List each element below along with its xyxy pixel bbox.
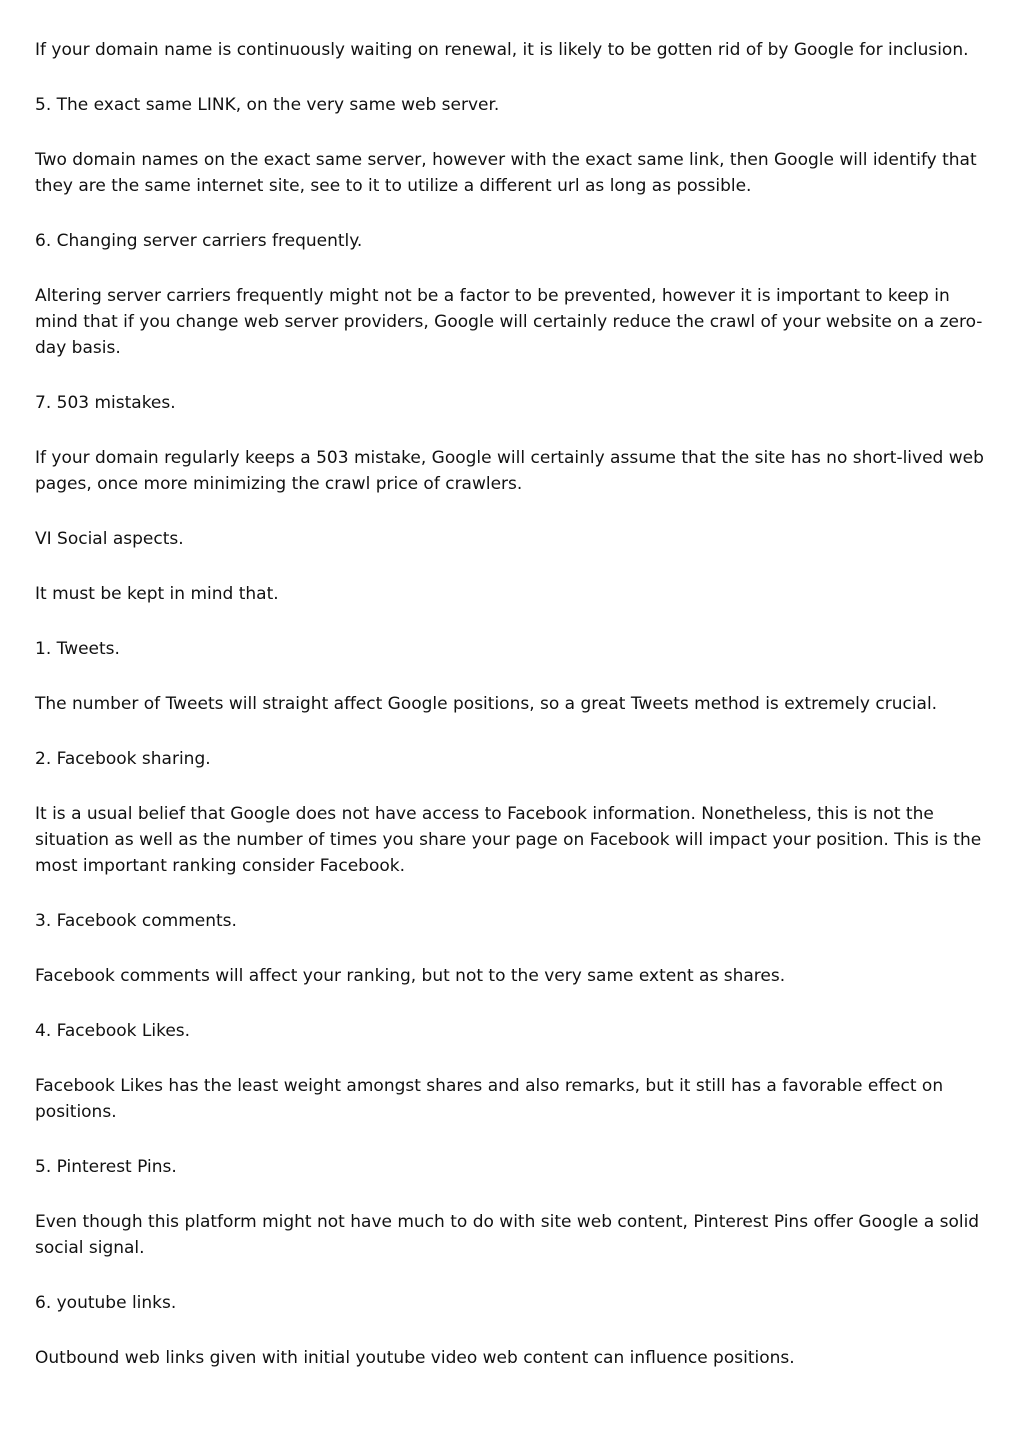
- heading-same-link: 5. The exact same LINK, on the very same web server.: [35, 95, 500, 115]
- paragraph-tweets: The number of Tweets will straight affect Google positions, so a great Tweets method is extremely crucial.: [35, 694, 938, 714]
- paragraph-503-mistakes: If your domain regularly keeps a 503 mistake, Google will certainly assume that the site has no short-lived web pages, once more minimizing the crawl price of crawlers.: [35, 448, 984, 494]
- paragraph-facebook-comments: Facebook comments will affect your ranking, but not to the very same extent as shares.: [35, 966, 786, 986]
- heading-503-mistakes: 7. 503 mistakes.: [35, 393, 176, 413]
- paragraph-pinterest-pins: Even though this platform might not have much to do with site web content, Pinterest Pins offer Google a solid social signal.: [35, 1212, 980, 1258]
- paragraph-youtube-links: Outbound web links given with initial youtube video web content can influence positions.: [35, 1348, 795, 1368]
- paragraph-same-link: Two domain names on the exact same server, however with the exact same link, then Google will identify that they are the same internet site, see to it to utilize a different url as long as possible.: [35, 150, 977, 196]
- heading-facebook-comments: 3. Facebook comments.: [35, 911, 237, 931]
- heading-social-aspects: VI Social aspects.: [35, 529, 184, 549]
- heading-tweets: 1. Tweets.: [35, 639, 120, 659]
- heading-youtube-links: 6. youtube links.: [35, 1293, 177, 1313]
- paragraph-facebook-sharing: It is a usual belief that Google does not have access to Facebook information. Nonetheless, this is not the situation as well as the number of times you share your page on Facebook will impact your position. This is the most important ranking consider Facebook.: [35, 804, 982, 876]
- heading-facebook-sharing: 2. Facebook sharing.: [35, 749, 211, 769]
- heading-facebook-likes: 4. Facebook Likes.: [35, 1021, 191, 1041]
- paragraph-domain-renewal: If your domain name is continuously waiting on renewal, it is likely to be gotten rid of by Google for inclusion.: [35, 40, 969, 60]
- heading-pinterest-pins: 5. Pinterest Pins.: [35, 1157, 177, 1177]
- heading-changing-carriers: 6. Changing server carriers frequently.: [35, 231, 363, 251]
- paragraph-kept-in-mind: It must be kept in mind that.: [35, 584, 279, 604]
- document-page: [35, 37, 995, 1371]
- paragraph-facebook-likes: Facebook Likes has the least weight amongst shares and also remarks, but it still has a favorable effect on positions.: [35, 1076, 944, 1122]
- paragraph-changing-carriers: Altering server carriers frequently might not be a factor to be prevented, however it is important to keep in mind that if you change web server providers, Google will certainly reduce the crawl of your website on a zero-day basis.: [35, 286, 983, 358]
